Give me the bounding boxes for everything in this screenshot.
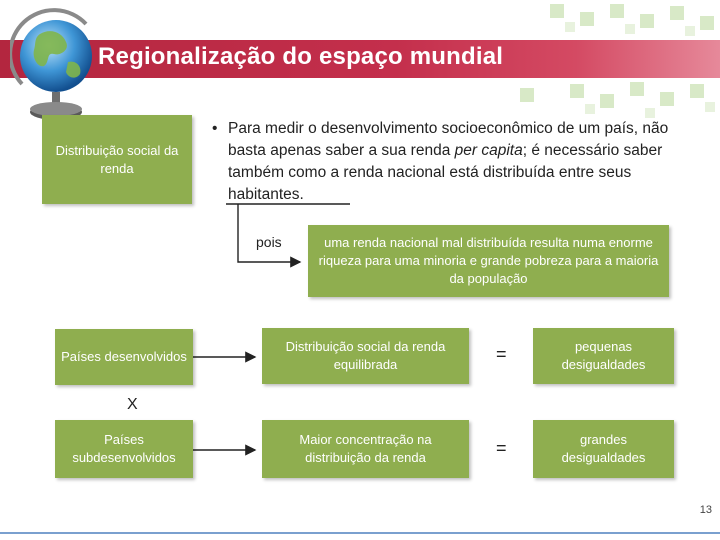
- maior-concentracao-box: [262, 420, 469, 478]
- bullet-text: [228, 118, 682, 206]
- bullet-paragraph: [212, 118, 682, 206]
- distribuicao-social-label: Distribuição social da renda: [55, 142, 179, 176]
- bottom-divider: [0, 532, 720, 534]
- versus-x: X: [127, 396, 138, 413]
- paises-subdesenvolvidos-box: [55, 420, 193, 478]
- explicacao-box: [308, 225, 669, 297]
- bullet-marker: •: [212, 120, 218, 137]
- grandes-desigualdades-label: grandes desigualdades: [561, 432, 646, 465]
- distribuicao-equilibrada-label: Distribuição social da renda equilibrada: [285, 339, 446, 372]
- paises-desenvolvidos-label: Países desenvolvidos: [61, 349, 187, 364]
- bullet-text-part2: ; é necessário saber também como a renda nacional está distribuída entre seus habitantes.: [228, 142, 663, 203]
- equals-sign-bottom: =: [496, 438, 507, 458]
- bullet-text-italic: per capita: [454, 142, 523, 159]
- paises-desenvolvidos-box: [55, 329, 193, 385]
- distribuicao-equilibrada-box: [262, 328, 469, 384]
- bullet-text-part1: Para medir o desenvolvimento socioeconômico de um país, não basta apenas saber a sua renda: [228, 120, 669, 159]
- maior-concentracao-label: Maior concentração na distribuição da renda: [299, 432, 432, 465]
- page-title: Regionalização do espaço mundial: [98, 43, 504, 70]
- pequenas-desigualdades-label: pequenas desigualdades: [561, 339, 646, 372]
- distribuicao-social-box: [42, 115, 192, 204]
- pois-label: pois: [256, 234, 282, 250]
- pequenas-desigualdades-box: [533, 328, 674, 384]
- explicacao-text: uma renda nacional mal distribuída resulta numa enorme riqueza para uma minoria e grande pobreza para a maioria da população: [318, 235, 659, 286]
- page-number: 13: [699, 504, 712, 516]
- paises-subdesenvolvidos-label: Países subdesenvolvidos: [72, 432, 176, 465]
- equals-sign-top: =: [496, 344, 507, 364]
- grandes-desigualdades-box: [533, 420, 674, 478]
